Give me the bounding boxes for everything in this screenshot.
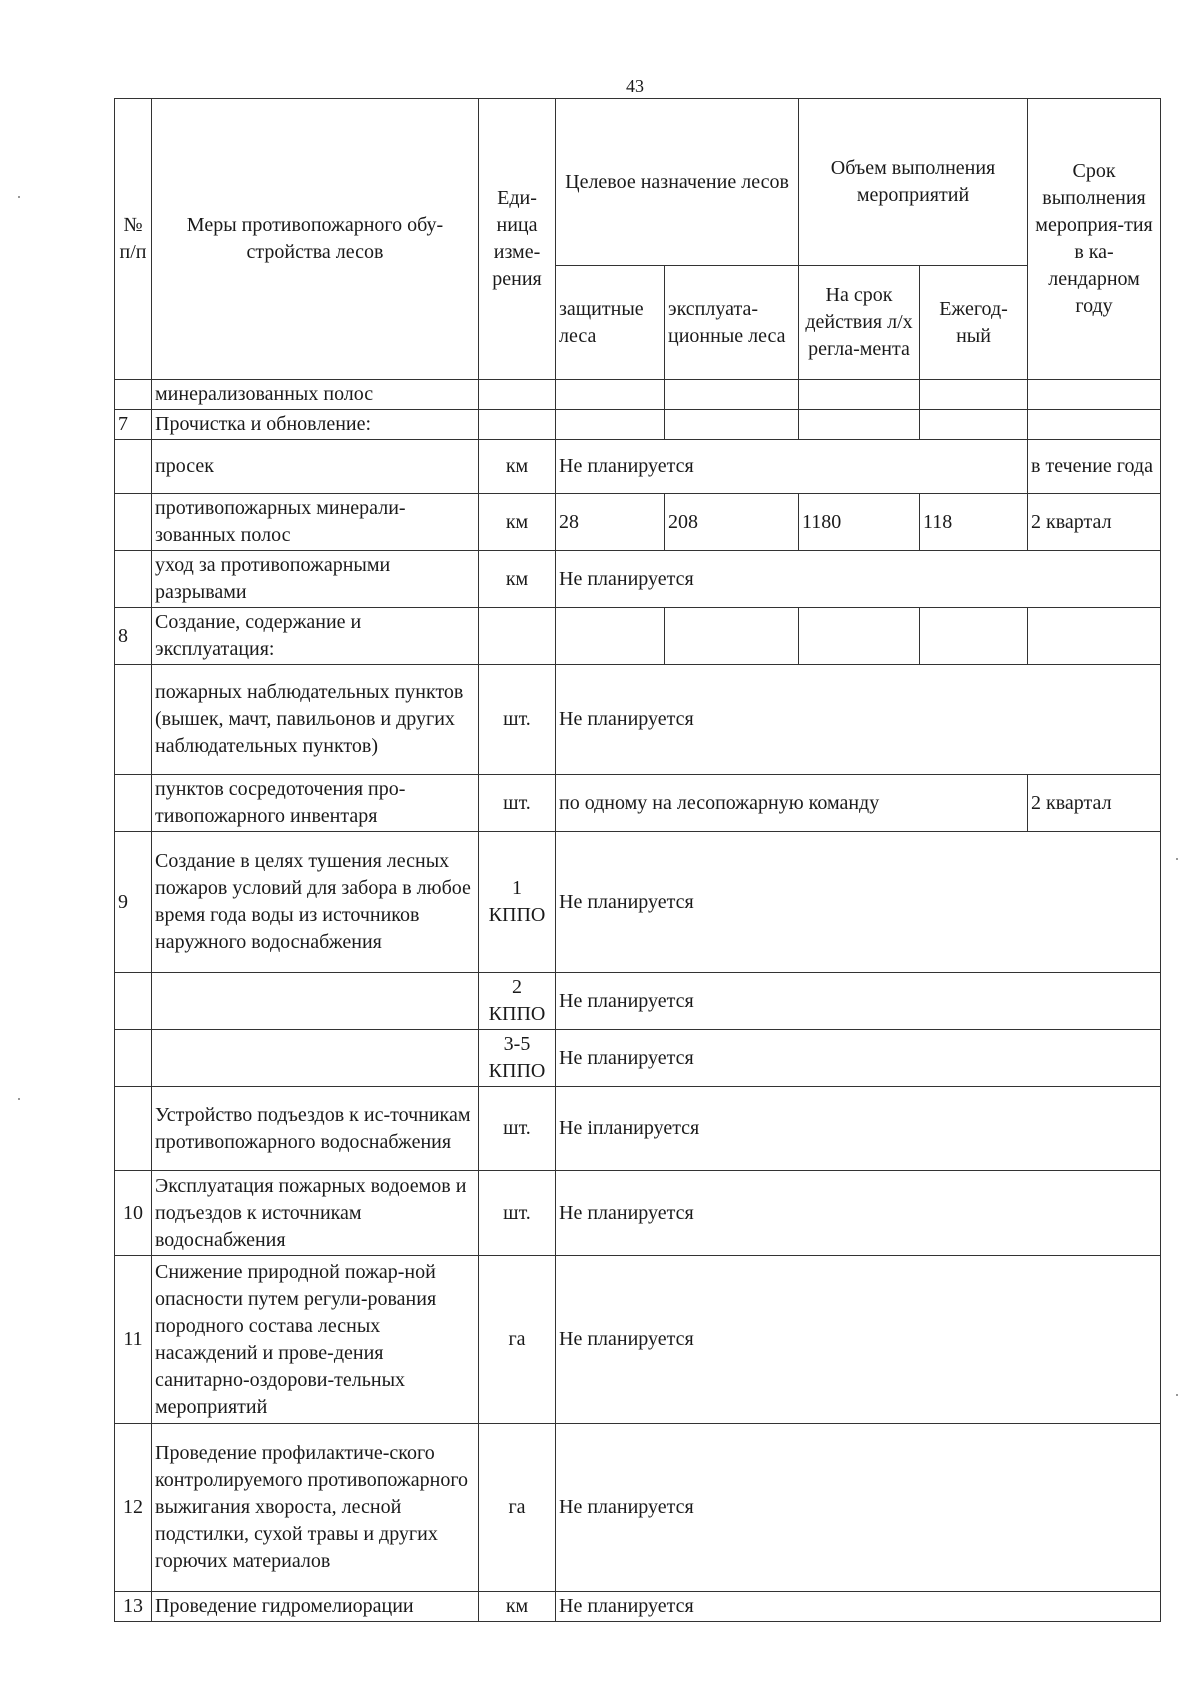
measure-cell: Эксплуатация пожарных водоемов и подъездов к источникам водоснабжения [152,1171,479,1256]
unit-cell [479,832,556,973]
protective-value: 28 [556,494,665,551]
unit-cell: га [479,1424,556,1592]
header-volume: Объем выполнения мероприятий [799,99,1028,266]
status-cell: Не планируется [556,1256,1161,1424]
page-number: 43 [626,76,644,96]
header-deadline: Срок выполнения мероприя-тия в ка-лендарном году [1028,99,1161,380]
measure-cell: Создание в целях тушения лесных пожаров условий для забора в любое время года воды из источников наружного водоснабжения [152,832,479,973]
unit-cell [479,1030,556,1087]
table-row [115,1087,1161,1171]
header-purpose: Целевое назначение лесов [556,99,799,266]
table-row [115,551,1161,608]
measure-cell: Снижение природной пожар-ной опасности путем регули-рования породного состава лесных насаждений и прове-дения санитарно-оздорови-тельных мероприятий [152,1256,479,1424]
table-row [115,1256,1161,1424]
table-row [115,832,1161,973]
measure-cell: Устройство подъездов к ис-точникам противопожарного водоснабжения [152,1087,479,1171]
row-number: 8 [115,608,152,665]
unit-cell: шт. [479,775,556,832]
header-unit: Еди-ница изме-рения [479,99,556,380]
row-number: 13 [115,1592,152,1622]
unit-bottom: КППО [488,904,546,926]
table-row [115,1592,1161,1622]
table-row [115,440,1161,494]
measure-cell: Проведение профилактиче-ского контролируемого противопожарного выжигания хвороста, лесной подстилки, сухой травы и других горючих материалов [152,1424,479,1592]
table-row [115,973,1161,1030]
unit-top: 2 [512,976,522,998]
scan-speck [18,1098,20,1100]
row-number: 11 [115,1256,152,1424]
exploitation-value: 208 [665,494,799,551]
status-cell: Не планируется [556,1592,1161,1622]
row-number: 9 [115,832,152,973]
header-measures: Меры противопожарного обу-стройства лесов [152,99,479,380]
measure-cell: уход за противопожарными разрывами [152,551,479,608]
measure-cell: пунктов сосредоточения про-тивопожарного инвентаря [152,775,479,832]
term-value: 1180 [799,494,920,551]
unit-cell [479,973,556,1030]
deadline-cell: в течение года [1028,440,1161,494]
unit-cell: га [479,1256,556,1424]
status-cell: Не планируется [556,665,1161,775]
unit-cell: шт. [479,1171,556,1256]
deadline-cell: 2 квартал [1028,775,1161,832]
unit-cell: шт. [479,1087,556,1171]
header-volume-term: На срок действия л/х регла-мента [799,266,920,380]
header-num: № п/п [115,99,152,380]
table-body [115,380,1161,1622]
fire-prevention-table [114,98,1161,1622]
unit-cell: шт. [479,665,556,775]
table-row [115,410,1161,440]
status-cell: Не іпланируется [556,1087,1161,1171]
measure-cell: Создание, содержание и эксплуатация: [152,608,479,665]
status-cell: Не планируется [556,1030,1161,1087]
status-cell: Не планируется [556,1171,1161,1256]
header-volume-annual: Ежегод-ный [920,266,1028,380]
table-row [115,1424,1161,1592]
measure-cell: Проведение гидромелиорации [152,1592,479,1622]
row-number: 7 [115,410,152,440]
status-cell: Не планируется [556,1424,1161,1592]
table-row [115,608,1161,665]
header-purpose-exploitation: эксплуата-ционные леса [665,266,799,380]
scan-speck [1176,858,1178,860]
unit-top: 1 [512,877,522,899]
table-row [115,775,1161,832]
table-row [115,1171,1161,1256]
measure-cell: пожарных наблюдательных пунктов (вышек, мачт, павильонов и других наблюдательных пунктов) [152,665,479,775]
row-number: 12 [115,1424,152,1592]
table-row [115,1030,1161,1087]
scan-speck [1176,1394,1178,1396]
measure-cell: противопожарных минерали-зованных полос [152,494,479,551]
unit-cell: км [479,440,556,494]
measure-cell: Прочистка и обновление: [152,410,479,440]
table-row [115,494,1161,551]
unit-bottom: КППО [488,1003,546,1025]
unit-cell: км [479,494,556,551]
scan-speck [18,196,20,198]
status-cell: Не планируется [556,973,1161,1030]
status-cell: Не планируется [556,832,1161,973]
unit-cell: км [479,551,556,608]
status-cell: по одному на лесопожарную команду [556,775,1028,832]
annual-value: 118 [920,494,1028,551]
header-purpose-protective: защитные леса [556,266,665,380]
row-number: 10 [115,1171,152,1256]
table-header [115,99,1161,380]
unit-cell: км [479,1592,556,1622]
status-cell: Не планируется [556,551,1161,608]
measure-cell: минерализованных полос [152,380,479,410]
measure-cell: просек [152,440,479,494]
unit-top: 3-5 [503,1033,531,1055]
deadline-cell: 2 квартал [1028,494,1161,551]
status-cell: Не планируется [556,440,1028,494]
table-row [115,380,1161,410]
unit-bottom: КППО [488,1060,546,1082]
table-row [115,665,1161,775]
